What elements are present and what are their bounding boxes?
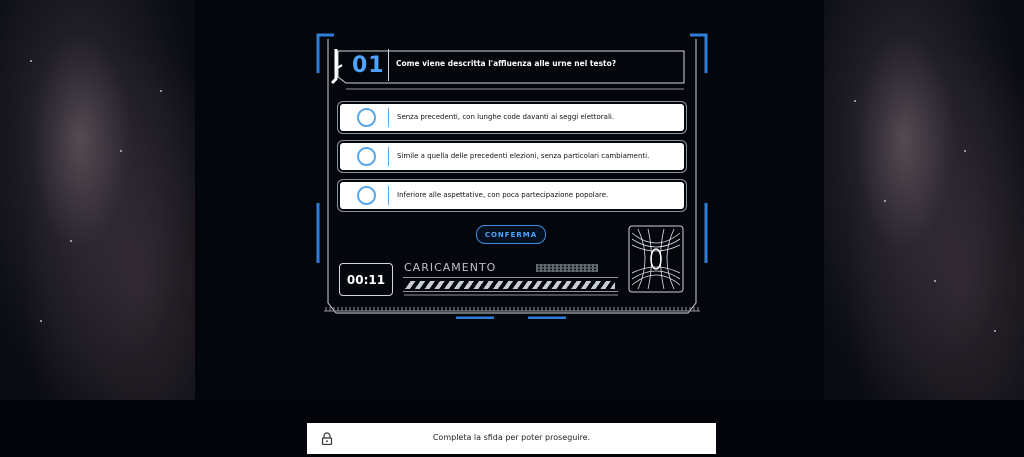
confirm-button[interactable]: CONFERMA <box>476 225 546 244</box>
loading-bar <box>403 277 618 292</box>
answer-option-2[interactable] <box>340 143 684 170</box>
answer-divider <box>388 108 389 127</box>
answer-text: Inferiore alle aspettative, con poca partecipazione popolare. <box>397 191 609 199</box>
radio-circle-icon[interactable] <box>357 147 376 166</box>
wormhole-icon <box>628 225 684 293</box>
answer-option-1[interactable] <box>340 104 684 131</box>
answer-option-3[interactable] <box>340 182 684 209</box>
question-header <box>338 49 684 85</box>
space-background-right <box>824 0 1024 400</box>
loading-label: CARICAMENTO <box>404 261 497 274</box>
question-text: Come viene descritta l'affluenza alle urne nel testo? <box>396 59 617 68</box>
answer-divider <box>388 186 389 205</box>
answer-text: Simile a quella delle precedenti elezioni, senza particolari cambiamenti. <box>397 152 650 160</box>
lock-notice-bar <box>307 423 716 454</box>
space-background-left <box>0 0 200 400</box>
answer-text: Senza precedenti, con lunghe code davanti ai seggi elettorali. <box>397 113 615 121</box>
lock-message: Completa la sfida per poter proseguire. <box>432 433 591 442</box>
countdown-timer: 00:11 <box>339 263 393 296</box>
loading-bar-stripes <box>405 281 615 289</box>
loading-bar-underline <box>403 291 618 292</box>
radio-circle-icon[interactable] <box>357 186 376 205</box>
header-divider <box>388 49 389 81</box>
question-number: 01 <box>352 53 385 78</box>
radio-circle-icon[interactable] <box>357 108 376 127</box>
quiz-hud-panel <box>316 33 708 319</box>
glitch-pattern <box>536 264 598 272</box>
answer-divider <box>388 147 389 166</box>
